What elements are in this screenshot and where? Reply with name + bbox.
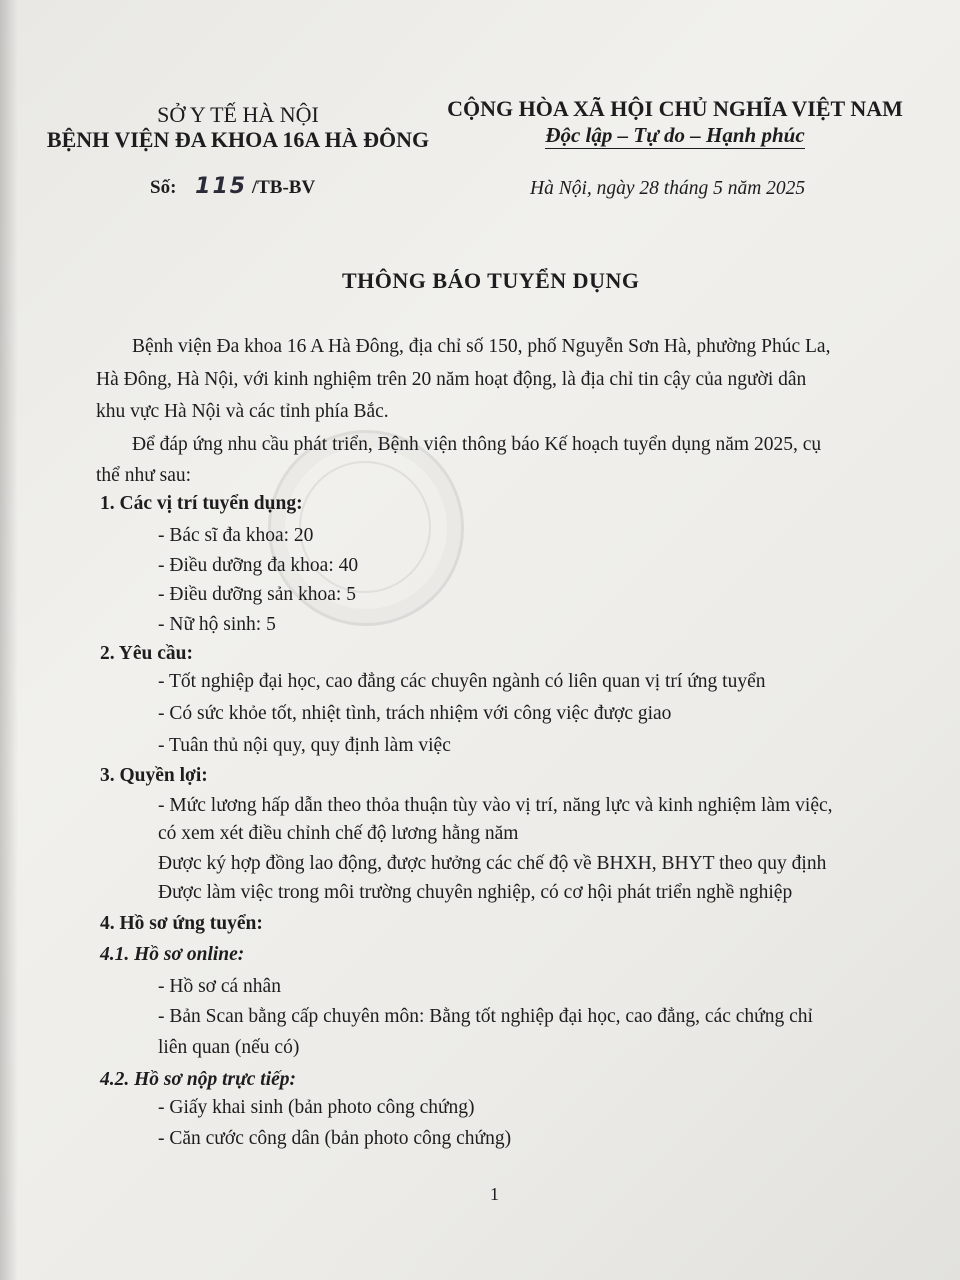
section-3-title: 3. Quyền lợi: xyxy=(100,765,208,786)
header-country: CỘNG HÒA XÃ HỘI CHỦ NGHĨA VIỆT NAM xyxy=(447,96,903,121)
document-date: Hà Nội, ngày 28 tháng 5 năm 2025 xyxy=(530,178,806,199)
section-4-1-item: - Bản Scan bằng cấp chuyên môn: Bằng tốt nghiệp đại học, cao đẳng, các chứng chỉ xyxy=(158,1006,813,1027)
section-4-1-title: 4.1. Hồ sơ online: xyxy=(100,944,245,965)
header-motto: Độc lập – Tự do – Hạnh phúc xyxy=(545,123,805,147)
header-hospital-name: BỆNH VIỆN ĐA KHOA 16A HÀ ĐÔNG xyxy=(46,127,430,152)
document-number-handwritten: 115 xyxy=(195,174,248,199)
document-number-suffix: /TB-BV xyxy=(251,177,316,198)
section-1-item: - Điều dưỡng sản khoa: 5 xyxy=(158,584,356,605)
section-4-2-item: - Căn cước công dân (bản photo công chứng) xyxy=(158,1128,512,1149)
section-2-item: - Tuân thủ nội quy, quy định làm việc xyxy=(158,735,451,756)
document-number xyxy=(150,174,315,199)
header-department: SỞ Y TẾ HÀ NỘI xyxy=(157,102,319,127)
section-3-item: Được ký hợp đồng lao động, được hưởng các chế độ về BHXH, BHYT theo quy định xyxy=(158,853,827,874)
section-1-item: - Nữ hộ sinh: 5 xyxy=(158,614,276,635)
document-number-prefix: Số: xyxy=(150,177,177,198)
section-2-item: - Có sức khỏe tốt, nhiệt tình, trách nhiệm với công việc được giao xyxy=(158,703,672,724)
section-4-1-item: - Hồ sơ cá nhân xyxy=(158,976,281,997)
intro-p1-line2: Hà Đông, Hà Nội, với kinh nghiệm trên 20 năm hoạt động, là địa chỉ tin cậy của người dân xyxy=(96,369,807,390)
document-title: THÔNG BÁO TUYỂN DỤNG xyxy=(342,268,640,293)
intro-p2-line2: thể như sau: xyxy=(96,465,192,486)
page-number: 1 xyxy=(490,1184,499,1204)
section-1-title: 1. Các vị trí tuyển dụng: xyxy=(100,493,303,514)
section-2-item: - Tốt nghiệp đại học, cao đẳng các chuyên ngành có liên quan vị trí ứng tuyển xyxy=(158,671,766,692)
intro-p1-line1: Bệnh viện Đa khoa 16 A Hà Đông, địa chỉ số 150, phố Nguyễn Sơn Hà, phường Phúc La, xyxy=(132,336,831,357)
section-1-item: - Bác sĩ đa khoa: 20 xyxy=(158,525,314,546)
intro-p2-line1: Để đáp ứng nhu cầu phát triển, Bệnh viện thông báo Kế hoạch tuyển dụng năm 2025, cụ xyxy=(132,434,822,455)
section-3-item: có xem xét điều chỉnh chế độ lương hằng năm xyxy=(158,823,519,844)
page-edge-shadow xyxy=(0,0,18,1280)
section-1-item: - Điều dưỡng đa khoa: 40 xyxy=(158,555,359,576)
section-4-1-item: liên quan (nếu có) xyxy=(158,1037,300,1058)
section-4-2-title: 4.2. Hồ sơ nộp trực tiếp: xyxy=(100,1069,297,1090)
section-2-title: 2. Yêu cầu: xyxy=(100,643,193,664)
section-4-2-item: - Giấy khai sinh (bản photo công chứng) xyxy=(158,1097,475,1118)
intro-p1-line3: khu vực Hà Nội và các tỉnh phía Bắc. xyxy=(96,401,389,422)
section-3-item: - Mức lương hấp dẫn theo thỏa thuận tùy vào vị trí, năng lực và kinh nghiệm làm việc, xyxy=(158,795,833,816)
section-4-title: 4. Hồ sơ ứng tuyển: xyxy=(100,913,263,934)
section-3-item: Được làm việc trong môi trường chuyên nghiệp, có cơ hội phát triển nghề nghiệp xyxy=(158,882,793,903)
header-motto-wrap xyxy=(440,123,910,148)
